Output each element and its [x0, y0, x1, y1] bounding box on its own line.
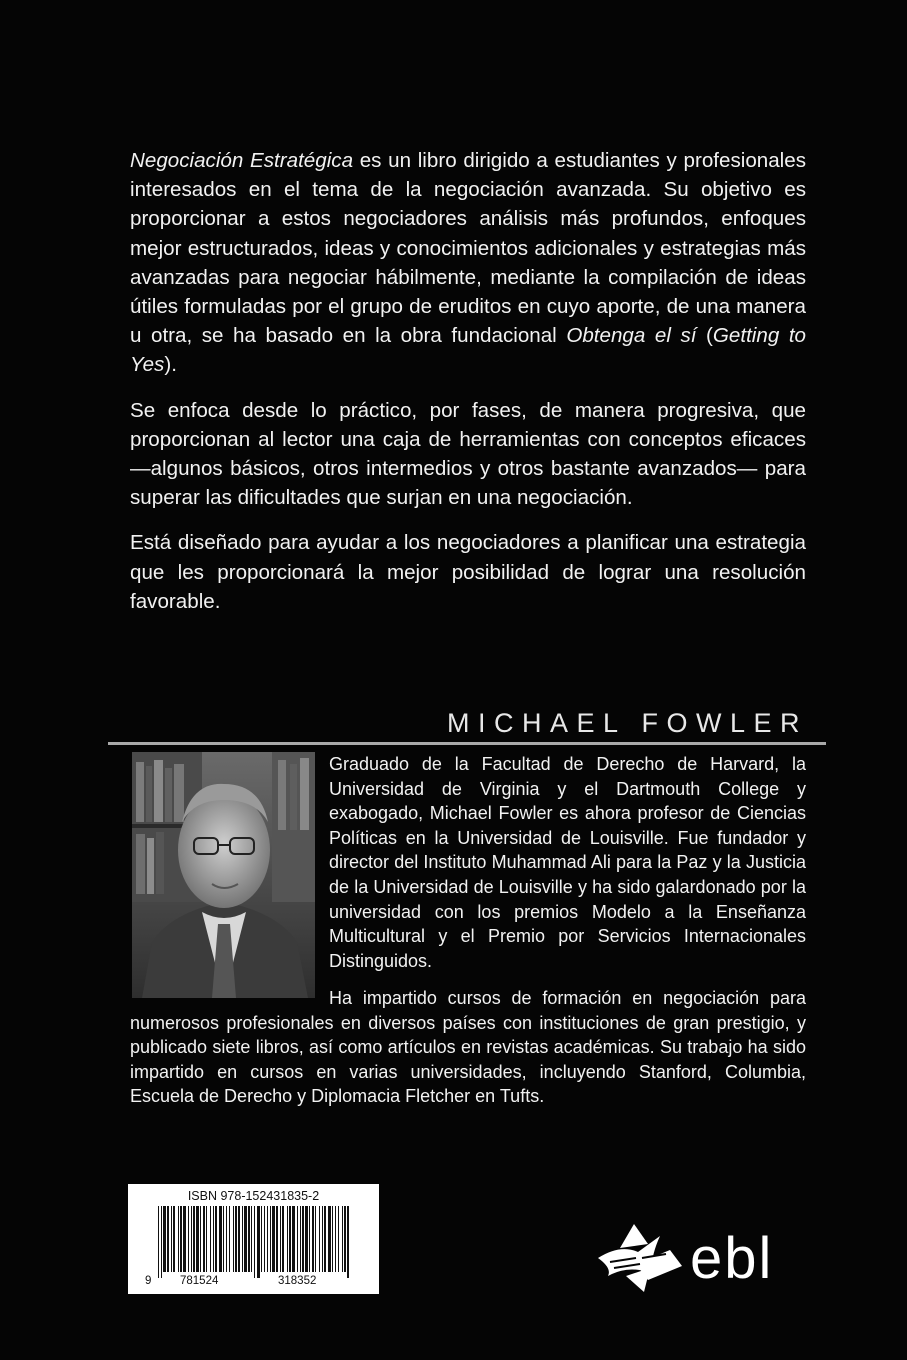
barcode-bar	[178, 1206, 179, 1272]
author-bio-1: Graduado de la Facultad de Derecho de Harvard, la Universidad de Virginia y el Dartmouth College y exabogado, Michael Fowler es ahora profesor de Ciencias Políticas en la Universidad de Louisville. Fue fundador y director del Instituto Muhammad Ali para la Paz y la Justicia de la Universidad de Louisville y ha sido galardonado por la universidad con los premios Modelo a la Enseñanza Multicultural y el Premio por Servicios Internacionales Distinguidos.	[329, 754, 806, 971]
divider	[108, 742, 826, 745]
barcode-bar	[191, 1206, 192, 1272]
author-name: MICHAEL FOWLER	[446, 708, 808, 738]
barcode-bar	[193, 1206, 195, 1272]
barcode-bar	[297, 1206, 298, 1272]
barcode-bar	[183, 1206, 186, 1272]
barcode-bar	[233, 1206, 234, 1272]
barcode-bar	[300, 1206, 301, 1272]
barcode-bar	[261, 1206, 262, 1272]
barcode-bar	[264, 1206, 265, 1272]
barcode-bar	[289, 1206, 291, 1272]
back-cover-blurb	[130, 146, 806, 632]
barcode-bar	[319, 1206, 320, 1272]
barcode-bar	[163, 1206, 166, 1272]
blurb-paragraph-3: Está diseñado para ayudar a los negociadores a planificar una estrategia que les proporcionará la mejor posibilidad de lograr una resolución favorable.	[130, 531, 806, 613]
barcode-bar	[242, 1206, 243, 1272]
author-bio-2: Ha impartido cursos de formación en negociación para numerosos profesionales en diversos países con instituciones de gran prestigio, y publicado siete libros, así como artículos en revistas académicas. Su trabajo ha sido impartido en cursos en varias universidades, incluyendo Stanford, Columbia, Escuela de Derecho y Diplomacia Fletcher en Tufts.	[130, 988, 806, 1107]
barcode-bar	[238, 1206, 240, 1272]
barcode-bar	[305, 1206, 308, 1272]
barcode-bar	[272, 1206, 275, 1272]
barcode-bar	[302, 1206, 304, 1272]
author-photo	[132, 752, 315, 998]
isbn-barcode	[128, 1184, 379, 1294]
barcode-bar	[161, 1206, 162, 1278]
barcode-bar	[335, 1206, 336, 1272]
barcode-bar	[251, 1206, 252, 1272]
barcode-bar	[342, 1206, 343, 1272]
barcode-bar	[248, 1206, 250, 1272]
barcode-bar	[200, 1206, 201, 1272]
barcode-bar	[309, 1206, 310, 1272]
barcode-bar	[219, 1206, 222, 1272]
barcode-bar	[287, 1206, 288, 1272]
book-title: Negociación Estratégica	[130, 149, 354, 172]
blurb-paragraph-1: Negociación Estratégica es un libro dirigido a estudiantes y profesionales interesados en el tema de la negociación avanzada. Su objetivo es proporcionar a estos negociadores análisis más profundos, enfoques mejor estructurados, ideas y conocimientos adicionales y estrategias más avanzadas para negociar hábilmente, mediante la compilación de ideas útiles formuladas por el grupo de eruditos en cuyo aporte, de una manera u otra, se ha basado en la obra fundacional Obtenga el sí (Getting to Yes).	[130, 149, 807, 377]
barcode-bar	[312, 1206, 314, 1272]
barcode-bar	[235, 1206, 237, 1272]
barcode-bar	[213, 1206, 214, 1272]
barcode-bar	[347, 1206, 349, 1278]
barcode-bar	[254, 1206, 255, 1278]
book-reference-es: Obtenga el sí	[566, 324, 697, 348]
barcode-bar	[215, 1206, 217, 1272]
barcode-bar	[203, 1206, 205, 1272]
barcode-bar	[210, 1206, 211, 1272]
barcode-bar	[282, 1206, 284, 1272]
barcode-digits-left: 781524	[180, 1275, 219, 1287]
barcode-bar	[167, 1206, 169, 1272]
book-reference-en: Getting to Yes	[130, 324, 806, 377]
barcode-digits-right: 318352	[278, 1275, 317, 1287]
barcode-bar	[344, 1206, 346, 1272]
barcode-bar	[188, 1206, 189, 1272]
barcode-bar	[206, 1206, 207, 1272]
barcode-bar	[328, 1206, 331, 1272]
barcode-bar	[158, 1206, 159, 1278]
open-book-bird-icon	[590, 1218, 810, 1298]
barcode-bar	[324, 1206, 326, 1272]
isbn-number: ISBN 978-152431835-2	[187, 1189, 320, 1203]
barcode-bar	[270, 1206, 271, 1272]
barcode-bar	[322, 1206, 323, 1272]
barcode-bar	[180, 1206, 182, 1272]
barcode-bar	[280, 1206, 281, 1272]
barcode-bar	[196, 1206, 199, 1272]
barcode-bar	[226, 1206, 227, 1272]
barcode-bar	[229, 1206, 230, 1272]
publisher-logo	[590, 1218, 810, 1298]
publisher-logo-text: ebl	[690, 1226, 774, 1291]
barcode-bar	[292, 1206, 295, 1272]
barcode-bar	[257, 1206, 260, 1278]
barcode-bar	[223, 1206, 224, 1272]
barcode-bar	[173, 1206, 175, 1272]
blurb-paragraph-2: Se enfoca desde lo práctico, por fases, de manera progresiva, que proporcionan al lector una caja de herramientas con conceptos eficaces —algunos básicos, otros intermedios y otros bastante avanzados— para superar las dificultades que surjan en una negociación.	[130, 398, 806, 510]
barcode-bar	[315, 1206, 316, 1272]
barcode-bar	[267, 1206, 268, 1272]
barcode-digit-first: 9	[145, 1275, 152, 1287]
barcode-bar	[244, 1206, 247, 1272]
barcode-bar	[171, 1206, 172, 1272]
barcode-bar	[332, 1206, 333, 1272]
author-portrait-icon	[132, 752, 315, 998]
barcode-bar	[338, 1206, 339, 1272]
barcode-bar	[276, 1206, 278, 1272]
